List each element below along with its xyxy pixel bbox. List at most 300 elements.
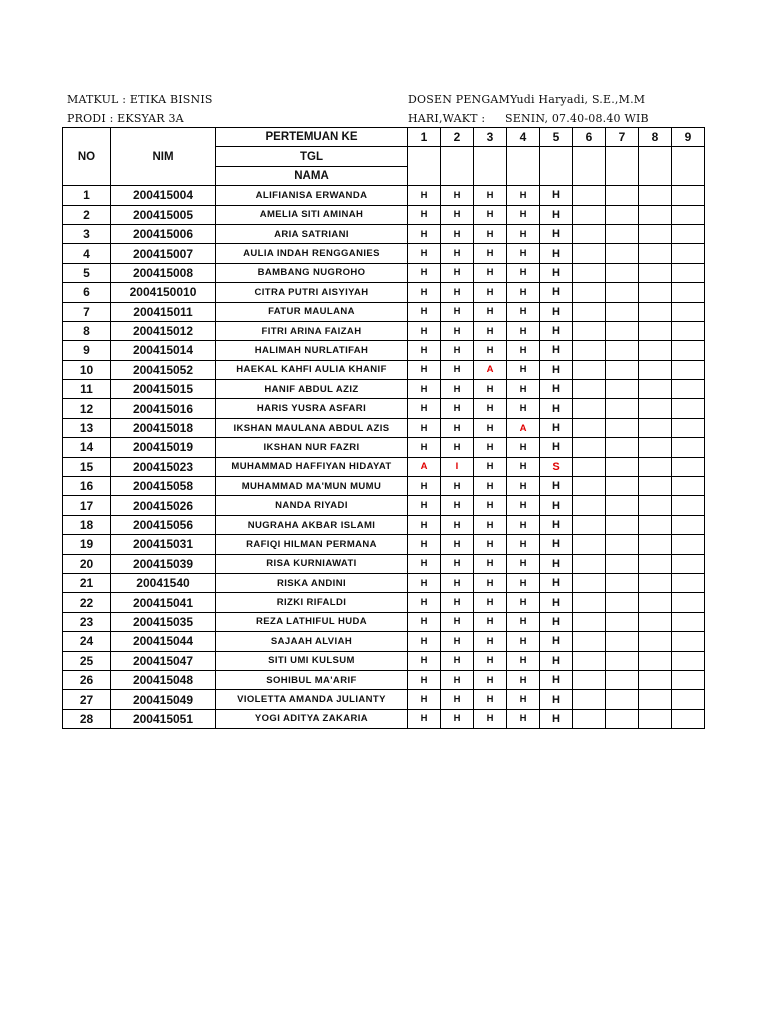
meeting-number: 6 — [573, 128, 606, 147]
date-cell — [606, 147, 639, 186]
attendance-mark: H — [474, 399, 507, 418]
student-nim: 200415039 — [111, 554, 216, 573]
attendance-empty — [639, 380, 672, 399]
course-label: MATKUL : ETIKA BISNIS — [67, 93, 213, 106]
attendance-empty — [573, 418, 606, 437]
attendance-empty — [639, 593, 672, 612]
attendance-empty — [672, 670, 705, 689]
attendance-empty — [672, 457, 705, 476]
row-number: 25 — [63, 651, 111, 670]
attendance-mark: H — [441, 554, 474, 573]
attendance-empty — [672, 321, 705, 340]
attendance-mark: H — [408, 535, 441, 554]
attendance-mark: H — [474, 321, 507, 340]
attendance-mark: H — [507, 360, 540, 379]
attendance-empty — [573, 554, 606, 573]
attendance-empty — [672, 283, 705, 302]
table-row — [63, 593, 705, 612]
table-row — [63, 224, 705, 243]
attendance-empty — [573, 690, 606, 709]
attendance-empty — [672, 224, 705, 243]
meeting-number: 9 — [672, 128, 705, 147]
row-number: 5 — [63, 263, 111, 282]
attendance-empty — [606, 302, 639, 321]
attendance-mark: H — [441, 224, 474, 243]
attendance-mark: H — [474, 380, 507, 399]
attendance-empty — [672, 690, 705, 709]
student-nim: 200415015 — [111, 380, 216, 399]
student-nim: 20041540 — [111, 573, 216, 592]
table-row — [63, 321, 705, 340]
student-nim: 200415035 — [111, 612, 216, 631]
attendance-mark: H — [408, 321, 441, 340]
attendance-empty — [639, 535, 672, 554]
attendance-mark: H — [507, 224, 540, 243]
attendance-mark: H — [474, 554, 507, 573]
table-row — [63, 399, 705, 418]
table-row — [63, 496, 705, 515]
student-nim: 200415044 — [111, 632, 216, 651]
attendance-empty — [672, 593, 705, 612]
attendance-empty — [639, 554, 672, 573]
row-number: 17 — [63, 496, 111, 515]
student-nim: 200415041 — [111, 593, 216, 612]
attendance-empty — [606, 593, 639, 612]
attendance-mark: H — [408, 709, 441, 728]
attendance-empty — [639, 224, 672, 243]
attendance-mark: H — [408, 515, 441, 534]
attendance-empty — [606, 496, 639, 515]
attendance-empty — [639, 651, 672, 670]
student-nim: 200415018 — [111, 418, 216, 437]
attendance-table — [62, 127, 705, 729]
attendance-mark: H — [507, 612, 540, 631]
date-cell — [672, 147, 705, 186]
attendance-empty — [639, 418, 672, 437]
attendance-mark: H — [540, 380, 573, 399]
student-nim: 200415012 — [111, 321, 216, 340]
attendance-empty — [672, 438, 705, 457]
attendance-mark: H — [540, 302, 573, 321]
attendance-empty — [639, 205, 672, 224]
attendance-mark: H — [474, 263, 507, 282]
row-number: 20 — [63, 554, 111, 573]
student-name: HAEKAL KAHFI AULIA KHANIF — [216, 360, 408, 379]
row-number: 26 — [63, 670, 111, 689]
attendance-mark: H — [540, 186, 573, 205]
attendance-empty — [606, 399, 639, 418]
attendance-mark: A — [474, 360, 507, 379]
date-cell — [639, 147, 672, 186]
row-number: 27 — [63, 690, 111, 709]
attendance-mark: H — [474, 632, 507, 651]
attendance-empty — [672, 205, 705, 224]
attendance-empty — [573, 360, 606, 379]
attendance-empty — [639, 263, 672, 282]
student-name: ALIFIANISA ERWANDA — [216, 186, 408, 205]
student-nim: 200415011 — [111, 302, 216, 321]
table-row — [63, 380, 705, 399]
attendance-mark: H — [540, 496, 573, 515]
attendance-empty — [606, 690, 639, 709]
attendance-empty — [606, 535, 639, 554]
attendance-empty — [672, 612, 705, 631]
row-number: 21 — [63, 573, 111, 592]
attendance-empty — [606, 515, 639, 534]
lecturer-label: DOSEN PENGAMYudi Haryadi, S.E.,M.M — [408, 93, 646, 106]
attendance-mark: H — [540, 612, 573, 631]
row-number: 18 — [63, 515, 111, 534]
student-name: HANIF ABDUL AZIZ — [216, 380, 408, 399]
attendance-mark: H — [408, 283, 441, 302]
attendance-empty — [639, 709, 672, 728]
schedule-value: SENIN, 07.40-08.40 WIB — [505, 112, 649, 125]
table-row — [63, 573, 705, 592]
attendance-empty — [672, 573, 705, 592]
attendance-empty — [606, 244, 639, 263]
row-number: 23 — [63, 612, 111, 631]
table-row — [63, 302, 705, 321]
attendance-empty — [672, 709, 705, 728]
table-row — [63, 438, 705, 457]
attendance-empty — [639, 399, 672, 418]
attendance-mark: H — [441, 573, 474, 592]
attendance-empty — [672, 535, 705, 554]
table-row — [63, 186, 705, 205]
attendance-empty — [639, 321, 672, 340]
attendance-mark: H — [474, 341, 507, 360]
attendance-empty — [639, 244, 672, 263]
student-name: FATUR MAULANA — [216, 302, 408, 321]
attendance-empty — [606, 186, 639, 205]
date-cell — [408, 147, 441, 186]
attendance-mark: H — [441, 380, 474, 399]
attendance-mark: H — [474, 186, 507, 205]
attendance-mark: H — [507, 186, 540, 205]
student-name: ARIA SATRIANI — [216, 224, 408, 243]
attendance-mark: H — [474, 224, 507, 243]
attendance-empty — [573, 321, 606, 340]
attendance-mark: H — [474, 302, 507, 321]
attendance-empty — [639, 341, 672, 360]
attendance-mark: H — [474, 244, 507, 263]
student-name: BAMBANG NUGROHO — [216, 263, 408, 282]
attendance-mark: H — [540, 535, 573, 554]
attendance-mark: H — [507, 477, 540, 496]
attendance-mark: H — [474, 205, 507, 224]
row-header-pertemuan: PERTEMUAN KE — [216, 128, 408, 147]
student-nim: 200415049 — [111, 690, 216, 709]
row-number: 14 — [63, 438, 111, 457]
attendance-empty — [606, 341, 639, 360]
attendance-mark: H — [408, 224, 441, 243]
attendance-empty — [639, 632, 672, 651]
student-nim: 200415006 — [111, 224, 216, 243]
student-nim: 200415058 — [111, 477, 216, 496]
attendance-empty — [672, 341, 705, 360]
attendance-mark: H — [441, 477, 474, 496]
attendance-mark: H — [441, 515, 474, 534]
date-cell — [507, 147, 540, 186]
attendance-empty — [573, 283, 606, 302]
attendance-mark: H — [441, 651, 474, 670]
attendance-mark: H — [408, 399, 441, 418]
attendance-mark: H — [474, 573, 507, 592]
attendance-mark: H — [507, 593, 540, 612]
attendance-mark: H — [507, 690, 540, 709]
table-row — [63, 205, 705, 224]
attendance-mark: H — [441, 321, 474, 340]
row-number: 4 — [63, 244, 111, 263]
student-nim: 200415007 — [111, 244, 216, 263]
table-row — [63, 554, 705, 573]
attendance-mark: H — [507, 535, 540, 554]
attendance-mark: H — [441, 709, 474, 728]
table-row — [63, 477, 705, 496]
row-number: 9 — [63, 341, 111, 360]
attendance-empty — [573, 632, 606, 651]
row-number: 19 — [63, 535, 111, 554]
row-number: 13 — [63, 418, 111, 437]
attendance-empty — [573, 496, 606, 515]
attendance-mark: H — [540, 593, 573, 612]
student-nim: 200415047 — [111, 651, 216, 670]
student-name: HALIMAH NURLATIFAH — [216, 341, 408, 360]
attendance-mark: H — [408, 360, 441, 379]
attendance-mark: H — [474, 690, 507, 709]
attendance-mark: H — [540, 651, 573, 670]
table-row — [63, 651, 705, 670]
attendance-mark: H — [441, 244, 474, 263]
table-row — [63, 690, 705, 709]
attendance-mark: H — [540, 224, 573, 243]
attendance-mark: H — [441, 670, 474, 689]
student-name: IKSHAN NUR FAZRI — [216, 438, 408, 457]
row-number: 10 — [63, 360, 111, 379]
attendance-mark: H — [408, 632, 441, 651]
student-nim: 2004150010 — [111, 283, 216, 302]
attendance-empty — [606, 651, 639, 670]
table-row — [63, 341, 705, 360]
attendance-empty — [606, 554, 639, 573]
attendance-mark: H — [408, 573, 441, 592]
row-number: 22 — [63, 593, 111, 612]
student-name: MUHAMMAD MA'MUN MUMU — [216, 477, 408, 496]
attendance-mark: H — [441, 341, 474, 360]
attendance-empty — [606, 612, 639, 631]
attendance-mark: H — [507, 283, 540, 302]
attendance-mark: H — [474, 515, 507, 534]
attendance-mark: H — [408, 651, 441, 670]
attendance-mark: A — [507, 418, 540, 437]
attendance-mark: H — [507, 670, 540, 689]
row-header-nama: NAMA — [216, 166, 408, 185]
attendance-empty — [573, 612, 606, 631]
student-nim: 200415048 — [111, 670, 216, 689]
attendance-mark: H — [540, 573, 573, 592]
attendance-mark: H — [540, 399, 573, 418]
attendance-mark: H — [441, 263, 474, 282]
attendance-empty — [639, 515, 672, 534]
attendance-mark: H — [540, 554, 573, 573]
attendance-mark: H — [408, 612, 441, 631]
attendance-empty — [606, 632, 639, 651]
row-header-tgl: TGL — [216, 147, 408, 166]
column-header-no: NO — [63, 128, 111, 186]
attendance-mark: H — [507, 263, 540, 282]
attendance-mark: H — [507, 380, 540, 399]
attendance-mark: H — [408, 593, 441, 612]
column-header-nim: NIM — [111, 128, 216, 186]
attendance-mark: A — [408, 457, 441, 476]
attendance-mark: H — [408, 496, 441, 515]
student-name: HARIS YUSRA ASFARI — [216, 399, 408, 418]
attendance-mark: H — [474, 457, 507, 476]
attendance-mark: H — [441, 360, 474, 379]
table-row — [63, 244, 705, 263]
attendance-empty — [606, 224, 639, 243]
row-number: 8 — [63, 321, 111, 340]
attendance-mark: H — [441, 418, 474, 437]
attendance-mark: H — [441, 399, 474, 418]
attendance-mark: H — [507, 496, 540, 515]
attendance-mark: H — [540, 244, 573, 263]
date-cell — [441, 147, 474, 186]
attendance-empty — [606, 457, 639, 476]
student-name: RAFIQI HILMAN PERMANA — [216, 535, 408, 554]
student-name: YOGI ADITYA ZAKARIA — [216, 709, 408, 728]
meeting-number: 5 — [540, 128, 573, 147]
attendance-mark: H — [441, 593, 474, 612]
student-name: SOHIBUL MA'ARIF — [216, 670, 408, 689]
attendance-mark: H — [540, 360, 573, 379]
attendance-empty — [573, 709, 606, 728]
attendance-empty — [672, 651, 705, 670]
row-number: 1 — [63, 186, 111, 205]
attendance-mark: H — [507, 573, 540, 592]
attendance-mark: H — [507, 321, 540, 340]
attendance-mark: S — [540, 457, 573, 476]
attendance-mark: H — [441, 438, 474, 457]
attendance-empty — [639, 670, 672, 689]
student-name: RISKA ANDINI — [216, 573, 408, 592]
attendance-mark: H — [507, 205, 540, 224]
attendance-mark: H — [441, 612, 474, 631]
attendance-mark: H — [408, 263, 441, 282]
student-name: REZA LATHIFUL HUDA — [216, 612, 408, 631]
attendance-mark: H — [474, 651, 507, 670]
table-row — [63, 263, 705, 282]
program-label: PRODI : EKSYAR 3A — [67, 112, 184, 125]
attendance-empty — [573, 573, 606, 592]
attendance-empty — [672, 186, 705, 205]
attendance-empty — [573, 263, 606, 282]
attendance-mark: H — [540, 321, 573, 340]
row-number: 11 — [63, 380, 111, 399]
row-number: 16 — [63, 477, 111, 496]
attendance-mark: H — [474, 670, 507, 689]
attendance-empty — [672, 399, 705, 418]
table-row — [63, 670, 705, 689]
attendance-mark: H — [408, 554, 441, 573]
attendance-mark: H — [507, 341, 540, 360]
table-row — [63, 457, 705, 476]
attendance-mark: H — [507, 709, 540, 728]
attendance-empty — [672, 515, 705, 534]
attendance-mark: H — [540, 690, 573, 709]
attendance-mark: H — [408, 690, 441, 709]
attendance-empty — [606, 321, 639, 340]
attendance-empty — [573, 515, 606, 534]
attendance-empty — [606, 477, 639, 496]
student-name: CITRA PUTRI AISYIYAH — [216, 283, 408, 302]
attendance-mark: H — [507, 651, 540, 670]
row-number: 15 — [63, 457, 111, 476]
attendance-mark: H — [474, 535, 507, 554]
attendance-empty — [606, 573, 639, 592]
attendance-mark: H — [540, 283, 573, 302]
attendance-empty — [672, 380, 705, 399]
row-number: 28 — [63, 709, 111, 728]
date-cell — [474, 147, 507, 186]
attendance-empty — [573, 186, 606, 205]
attendance-mark: H — [474, 593, 507, 612]
attendance-mark: H — [408, 302, 441, 321]
attendance-mark: H — [441, 186, 474, 205]
attendance-mark: H — [540, 263, 573, 282]
attendance-empty — [606, 670, 639, 689]
attendance-empty — [573, 670, 606, 689]
student-nim: 200415052 — [111, 360, 216, 379]
attendance-empty — [672, 302, 705, 321]
attendance-mark: I — [441, 457, 474, 476]
attendance-empty — [573, 651, 606, 670]
student-nim: 200415023 — [111, 457, 216, 476]
attendance-empty — [606, 380, 639, 399]
attendance-mark: H — [474, 612, 507, 631]
attendance-empty — [639, 186, 672, 205]
attendance-mark: H — [408, 341, 441, 360]
attendance-mark: H — [540, 709, 573, 728]
attendance-empty — [573, 380, 606, 399]
attendance-empty — [573, 593, 606, 612]
attendance-empty — [573, 477, 606, 496]
attendance-mark: H — [540, 341, 573, 360]
attendance-mark: H — [540, 477, 573, 496]
table-row — [63, 632, 705, 651]
table-row — [63, 515, 705, 534]
attendance-empty — [672, 632, 705, 651]
attendance-empty — [606, 263, 639, 282]
meeting-number: 4 — [507, 128, 540, 147]
table-row — [63, 418, 705, 437]
date-cell — [540, 147, 573, 186]
table-row — [63, 612, 705, 631]
row-number: 24 — [63, 632, 111, 651]
row-number: 3 — [63, 224, 111, 243]
attendance-mark: H — [540, 418, 573, 437]
attendance-mark: H — [441, 205, 474, 224]
attendance-empty — [573, 224, 606, 243]
attendance-empty — [672, 496, 705, 515]
row-number: 7 — [63, 302, 111, 321]
attendance-empty — [606, 438, 639, 457]
row-number: 2 — [63, 205, 111, 224]
attendance-empty — [606, 709, 639, 728]
attendance-mark: H — [474, 477, 507, 496]
student-nim: 200415004 — [111, 186, 216, 205]
attendance-mark: H — [540, 632, 573, 651]
